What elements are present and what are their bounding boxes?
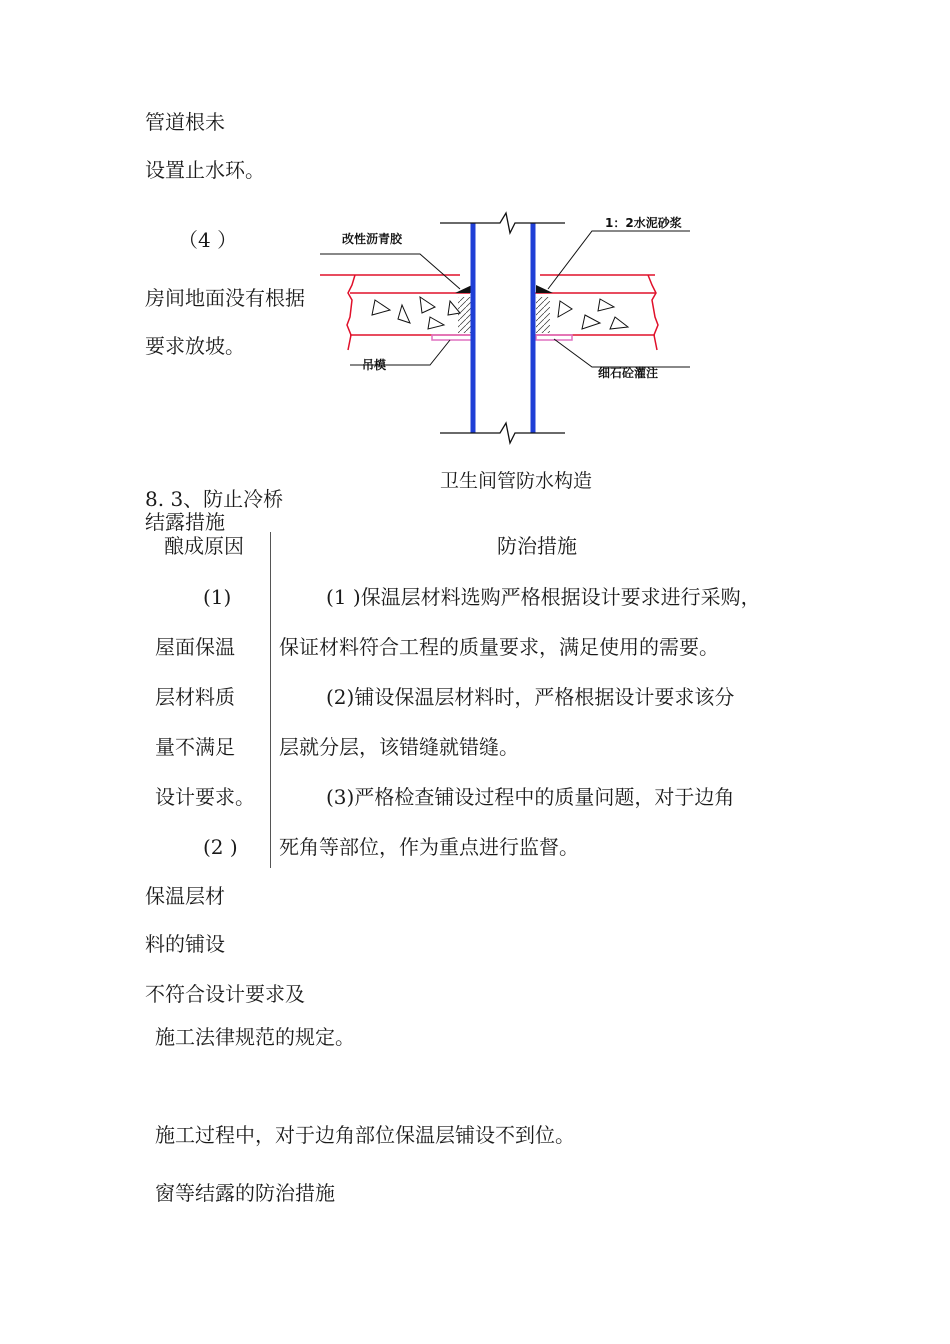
table-header-cause: 酿成原因 — [164, 534, 244, 558]
section-heading: 结露措施 — [145, 510, 225, 534]
text-line: 施工过程中，对于边角部位保温层铺设不到位。 — [155, 1123, 575, 1147]
measure-line: (2)铺设保温层材料时，严格根据设计要求该分 — [326, 685, 735, 709]
text-line: 要求放坡。 — [145, 334, 245, 358]
measure-line: 层就分层，该错缝就错缝。 — [279, 735, 519, 759]
text-line: 保温层材 — [145, 884, 225, 908]
diagram-caption: 卫生间管防水构造 — [440, 470, 593, 492]
floor-slab — [320, 275, 658, 350]
aggregate-marks — [372, 297, 628, 329]
text-line: 料的铺设 — [145, 932, 225, 956]
table-divider — [270, 532, 271, 868]
cause-line: 设计要求。 — [155, 785, 255, 809]
list-number: （4 ） — [178, 228, 238, 252]
grout-fill — [536, 297, 550, 333]
label-asphalt: 改性沥青胶 — [342, 232, 403, 246]
cause-line: 层材料质 — [155, 685, 235, 709]
label-formwork: 吊模 — [362, 358, 387, 372]
text-line: 不符合设计要求及 — [145, 982, 305, 1006]
text-line: 施工法律规范的规定。 — [155, 1025, 355, 1049]
measure-line: 保证材料符合工程的质量要求，满足使用的需要。 — [279, 635, 719, 659]
leader-lines — [320, 231, 690, 367]
cause-line: 屋面保温 — [155, 635, 235, 659]
cause-line: (2 ) — [203, 835, 238, 859]
measure-line: (1 )保温层材料选购严格根据设计要求进行采购， — [326, 585, 761, 609]
table-header-measures: 防治措施 — [497, 534, 577, 558]
text-line: 管道根未 — [145, 110, 225, 134]
text-line: 窗等结露的防治措施 — [155, 1181, 335, 1205]
measure-line: (3)严格检查铺设过程中的质量问题，对于边角 — [326, 785, 735, 809]
label-concrete: 细石砼灌注 — [598, 366, 659, 380]
hanging-formwork — [432, 335, 472, 340]
section-heading: 8. 3、防止冷桥 — [145, 487, 284, 511]
text-line: 设置止水环。 — [145, 158, 265, 182]
measure-line: 死角等部位，作为重点进行监督。 — [279, 835, 579, 859]
cause-line: 量不满足 — [155, 735, 235, 759]
grout-fill — [458, 297, 472, 333]
label-mortar: 1：2水泥砂浆 — [605, 216, 682, 230]
cause-line: (1) — [203, 585, 232, 609]
text-line: 房间地面没有根据 — [145, 286, 305, 310]
pipe-waterproofing-diagram — [310, 205, 700, 450]
